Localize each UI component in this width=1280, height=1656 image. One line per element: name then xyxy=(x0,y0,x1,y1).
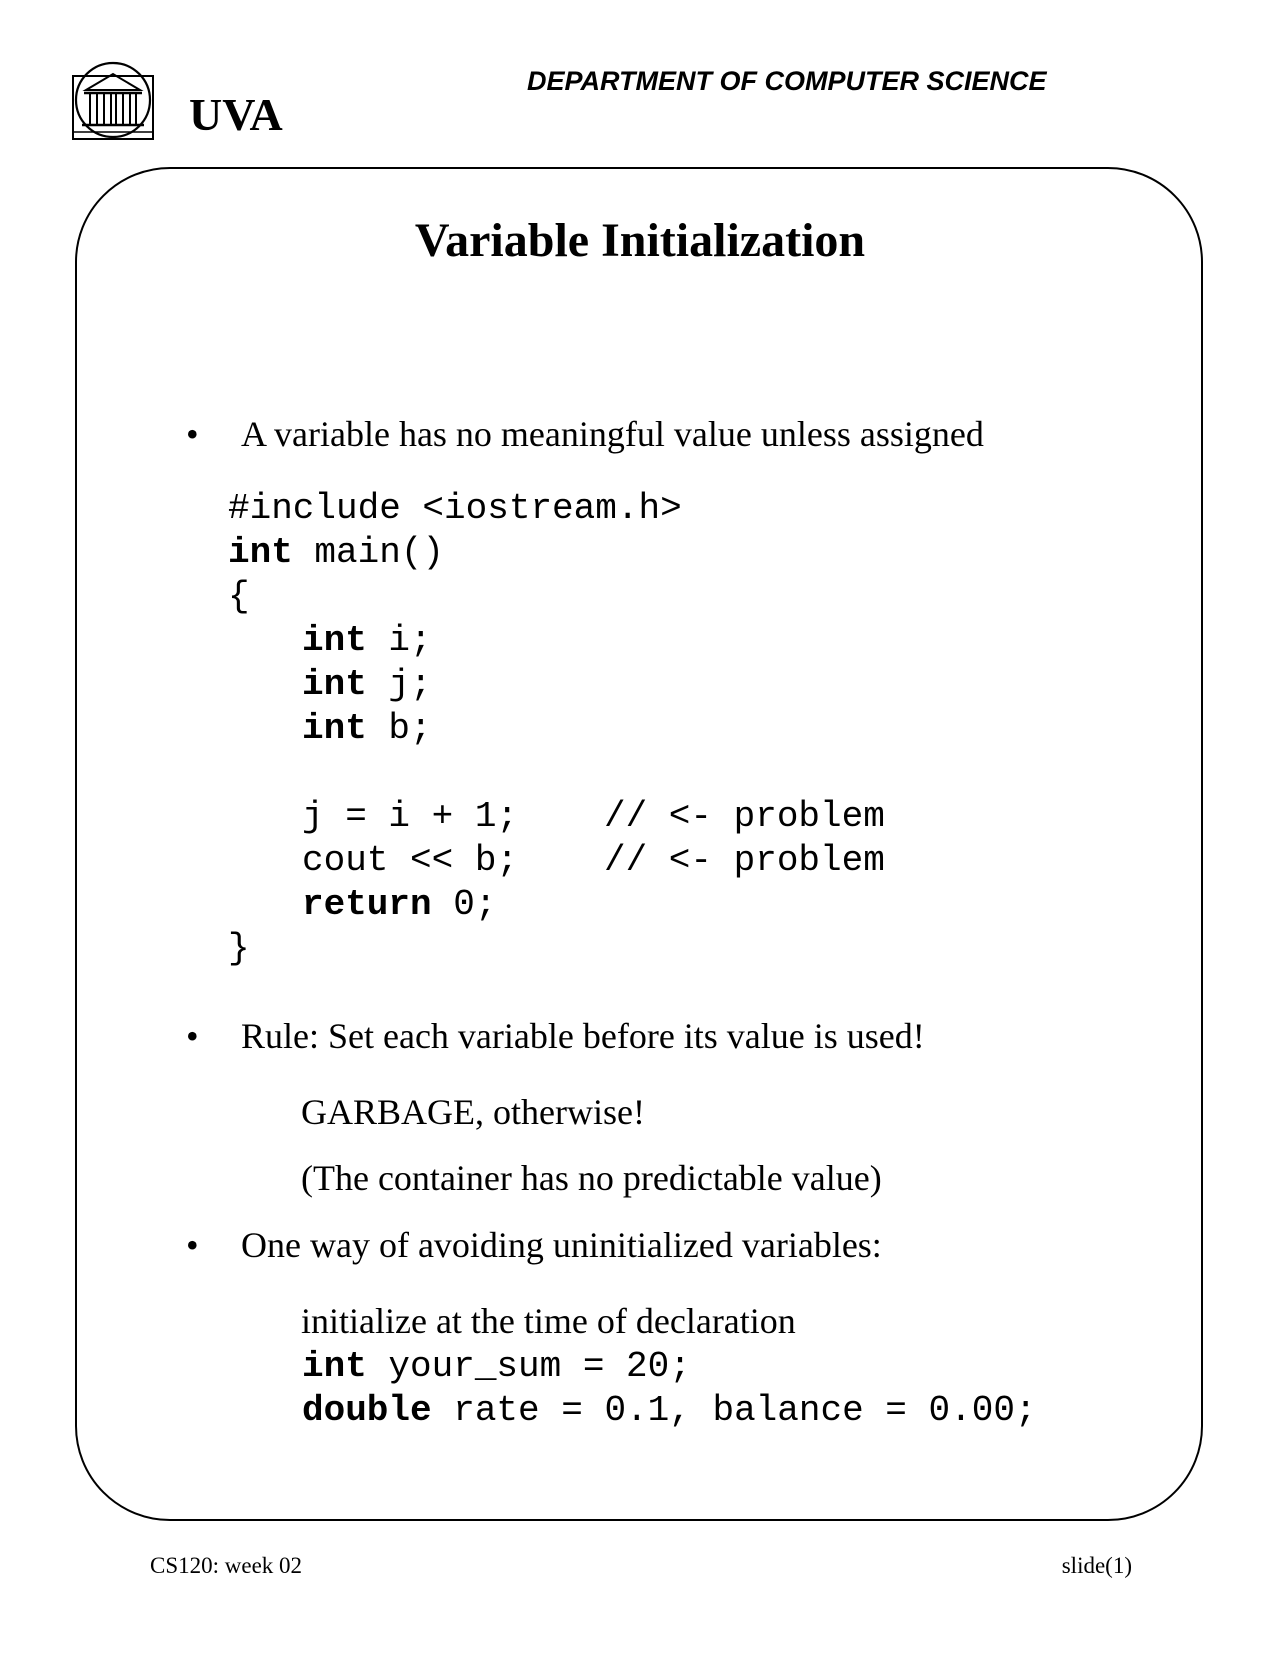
bullet-marker: • xyxy=(186,1016,199,1056)
container-note: (The container has no predictable value) xyxy=(301,1158,882,1198)
code-line-cout: cout << b; xyxy=(302,840,519,881)
code-line-main xyxy=(228,532,445,573)
code-comment-problem: // <- problem xyxy=(604,840,885,881)
code-keyword: int xyxy=(302,1346,367,1387)
code-keyword: int xyxy=(302,708,367,749)
footer-course: CS120: week 02 xyxy=(150,1553,303,1578)
code-text: 0; xyxy=(431,884,497,925)
code-line-decl-b xyxy=(302,708,432,749)
code-line-close-brace: } xyxy=(228,928,250,969)
code-text: b; xyxy=(366,708,432,749)
slide-title: Variable Initialization xyxy=(414,214,866,267)
garbage-note: GARBAGE, otherwise! xyxy=(301,1092,645,1132)
bullet-text-1: A variable has no meaningful value unless assigned xyxy=(241,414,984,454)
code-line-double xyxy=(302,1390,1037,1431)
code-line-assign: j = i + 1; xyxy=(302,796,519,837)
code-text: i; xyxy=(366,620,432,661)
bullet-marker: • xyxy=(186,1225,199,1265)
code-text: main() xyxy=(292,532,445,573)
bullet-text-2: Rule: Set each variable before its value is used! xyxy=(241,1016,925,1056)
code-text: rate = 0.1, balance = 0.00; xyxy=(431,1390,1037,1431)
org-name: UVA xyxy=(189,89,283,140)
init-note: initialize at the time of declaration xyxy=(301,1301,796,1341)
footer-slide-number: slide(1) xyxy=(1061,1553,1132,1578)
code-line-open-brace: { xyxy=(228,576,250,617)
code-keyword: int xyxy=(228,532,293,573)
code-line-your-sum xyxy=(302,1346,691,1387)
bullet-text-3: One way of avoiding uninitialized variables: xyxy=(241,1225,882,1265)
code-line-decl-j xyxy=(302,664,432,705)
bullet-marker: • xyxy=(186,414,199,454)
code-line-include: #include <iostream.h> xyxy=(228,488,682,529)
code-keyword: int xyxy=(302,664,367,705)
rotunda-logo-icon xyxy=(72,60,154,140)
code-line-decl-i xyxy=(302,620,432,661)
code-keyword: return xyxy=(302,884,432,925)
code-line-return xyxy=(302,884,497,925)
code-text: your_sum = 20; xyxy=(366,1346,691,1387)
code-keyword: double xyxy=(302,1390,432,1431)
code-text: j; xyxy=(366,664,432,705)
code-comment-problem: // <- problem xyxy=(604,796,885,837)
department-name: DEPARTMENT OF COMPUTER SCIENCE xyxy=(527,66,1047,96)
code-keyword: int xyxy=(302,620,367,661)
